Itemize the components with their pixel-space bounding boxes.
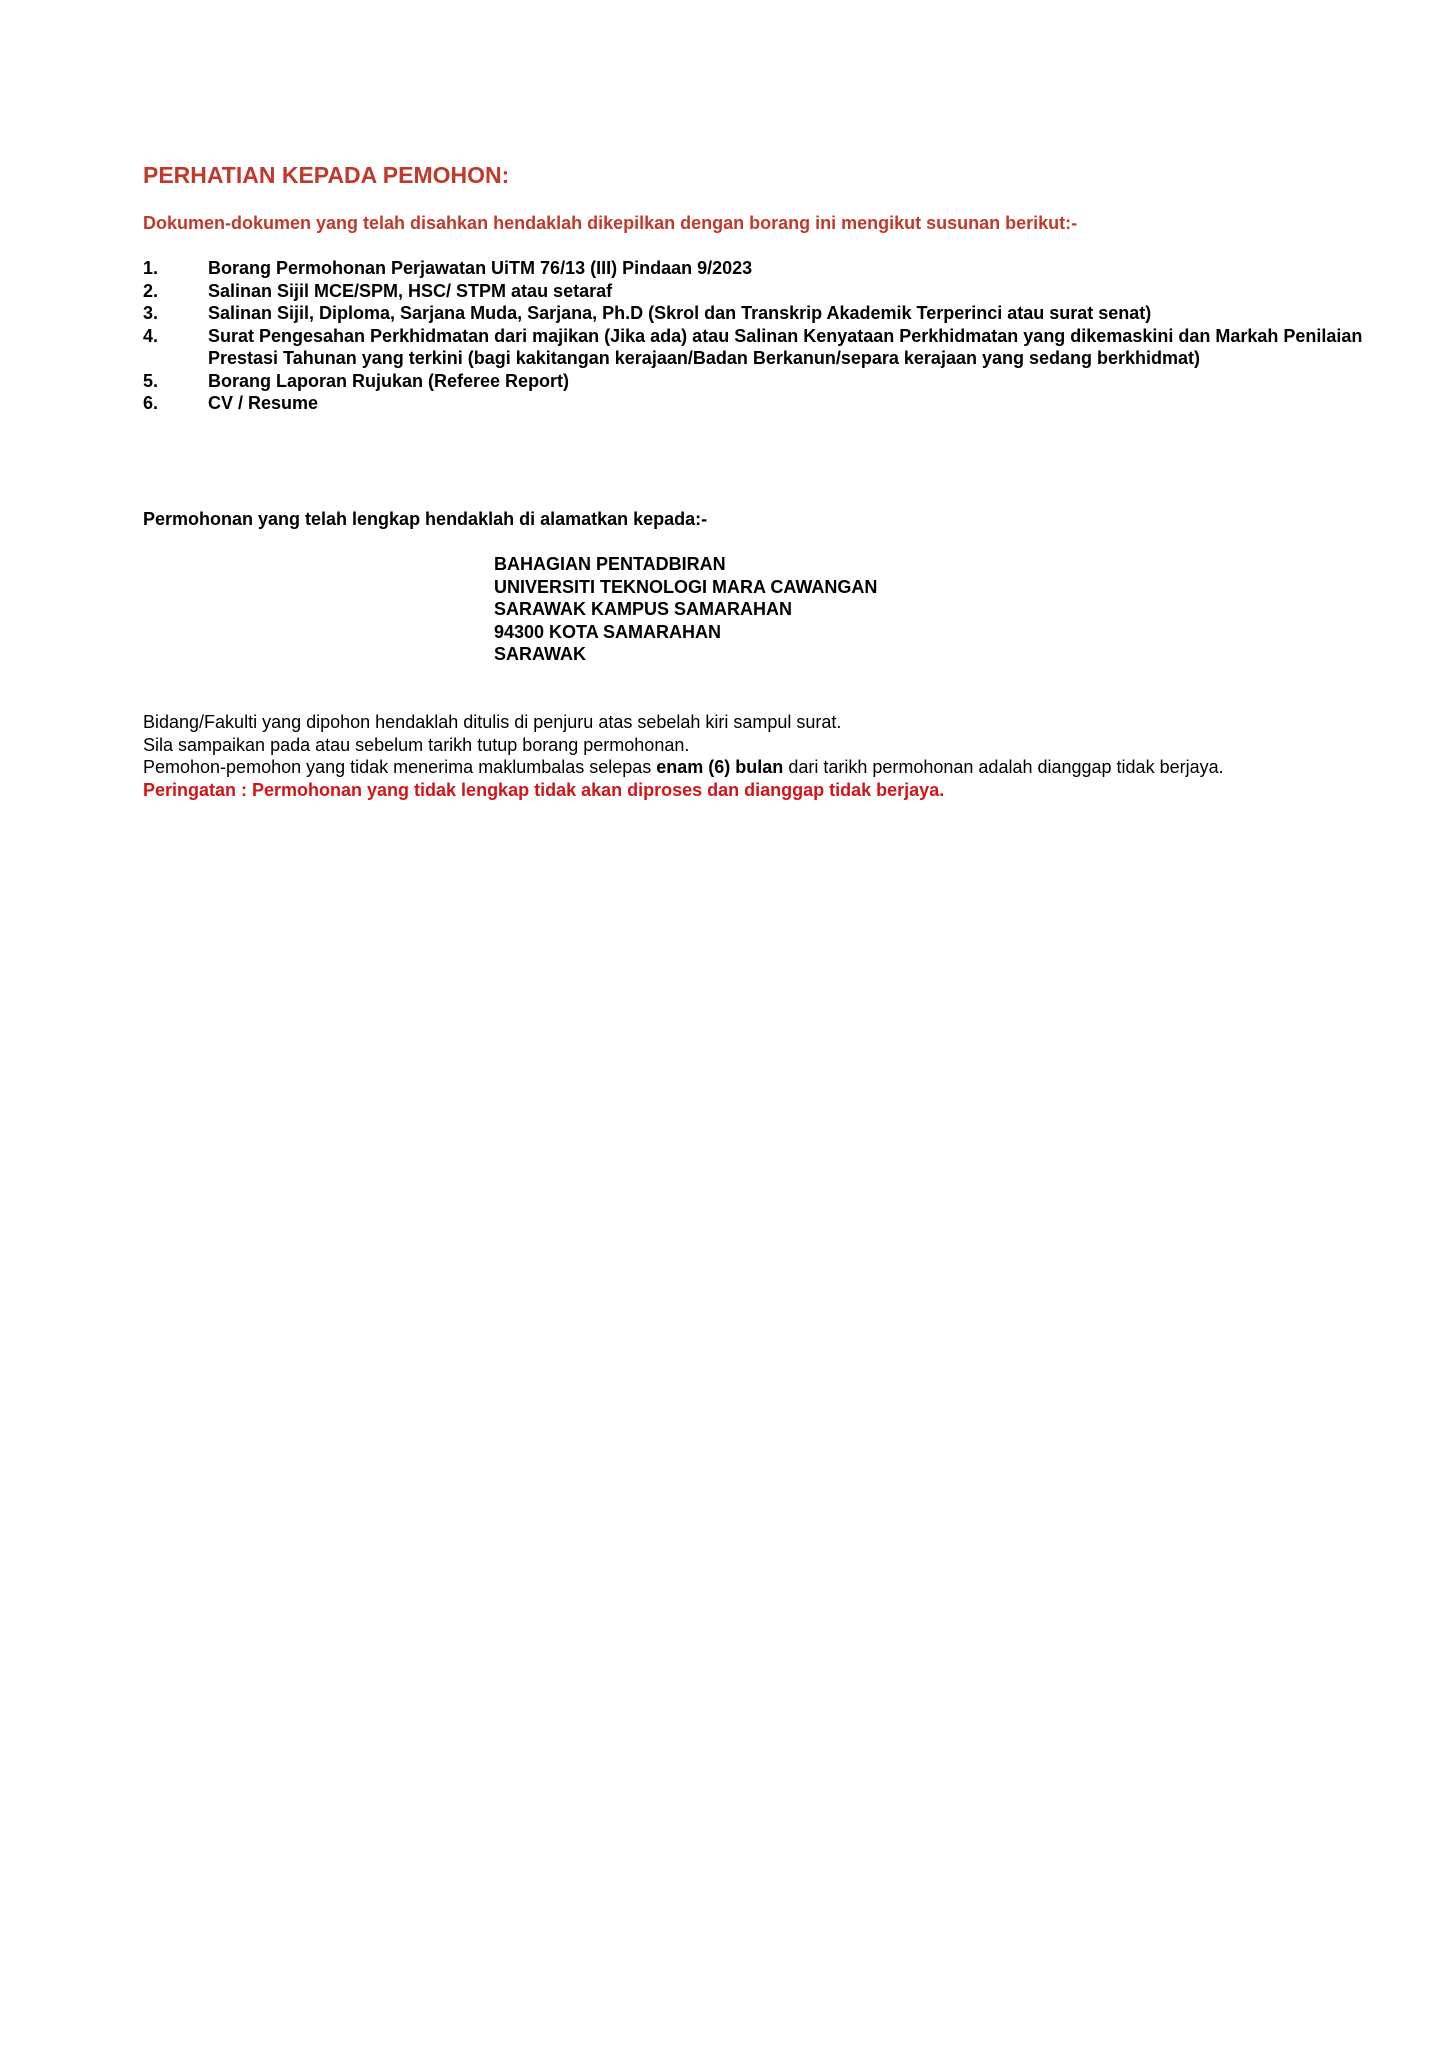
list-item-text: Borang Permohonan Perjawatan UiTM 76/13 (III) Pindaan 9/2023 [208, 258, 753, 278]
instructions-subtitle: Dokumen-dokumen yang telah disahkan hendaklah dikepilkan dengan borang ini mengikut susunan berikut:- [143, 213, 1078, 233]
list-item [143, 302, 1383, 325]
deadline-note: Sila sampaikan pada atau sebelum tarikh tutup borang permohonan. [143, 734, 690, 755]
list-item [143, 280, 1383, 303]
list-item-text: CV / Resume [208, 393, 319, 413]
list-item [143, 370, 1383, 393]
required-documents-list [143, 257, 1383, 415]
address-line: SARAWAK [494, 644, 587, 664]
address-line: UNIVERSITI TEKNOLOGI MARA CAWANGAN [494, 576, 878, 597]
response-note-end: dari tarikh permohonan adalah dianggap tidak berjaya. [783, 757, 1224, 777]
list-item-number: 5. [143, 370, 159, 391]
address-line: 94300 KOTA SAMARAHAN [494, 621, 722, 642]
envelope-note: Bidang/Fakulti yang dipohon hendaklah ditulis di penjuru atas sebelah kiri sampul surat. [143, 712, 842, 732]
address-line: SARAWAK KAMPUS SAMARAHAN [494, 599, 793, 619]
list-item [143, 257, 1383, 280]
list-item [143, 325, 1383, 370]
list-item-number: 3. [143, 303, 159, 323]
list-item-text: Surat Pengesahan Perkhidmatan dari majikan (Jika ada) atau Salinan Kenyataan Perkhidmatan yang dikemaskini dan Markah Penilaian Prestasi Tahunan yang terkini (bagi kakitangan kerajaan/Badan Berkanun/separa kerajaan yang sedang berkhidmat) [208, 325, 1363, 368]
response-note-start: Pemohon-pemohon yang tidak menerima maklumbalas selepas [143, 757, 657, 777]
page-title: PERHATIAN KEPADA PEMOHON: [143, 162, 510, 188]
warning-text: Peringatan : Permohonan yang tidak lengkap tidak akan diproses dan dianggap tidak berjaya. [143, 779, 945, 800]
list-item-text: Borang Laporan Rujukan (Referee Report) [208, 370, 570, 391]
list-item-number: 2. [143, 280, 159, 301]
list-item-number: 4. [143, 325, 159, 346]
address-line: BAHAGIAN PENTADBIRAN [494, 554, 726, 574]
response-note [143, 756, 1224, 779]
list-item-number: 6. [143, 393, 159, 413]
notes-section [143, 711, 1224, 801]
list-item-text: Salinan Sijil MCE/SPM, HSC/ STPM atau setaraf [208, 280, 613, 301]
list-item [143, 392, 1383, 415]
response-period: enam (6) bulan [656, 757, 784, 777]
mailing-address [494, 553, 877, 666]
submission-intro: Permohonan yang telah lengkap hendaklah di alamatkan kepada:- [143, 509, 708, 529]
list-item-text: Salinan Sijil, Diploma, Sarjana Muda, Sarjana, Ph.D (Skrol dan Transkrip Akademik Terperinci atau surat senat) [208, 303, 1152, 323]
list-item-number: 1. [143, 258, 159, 278]
